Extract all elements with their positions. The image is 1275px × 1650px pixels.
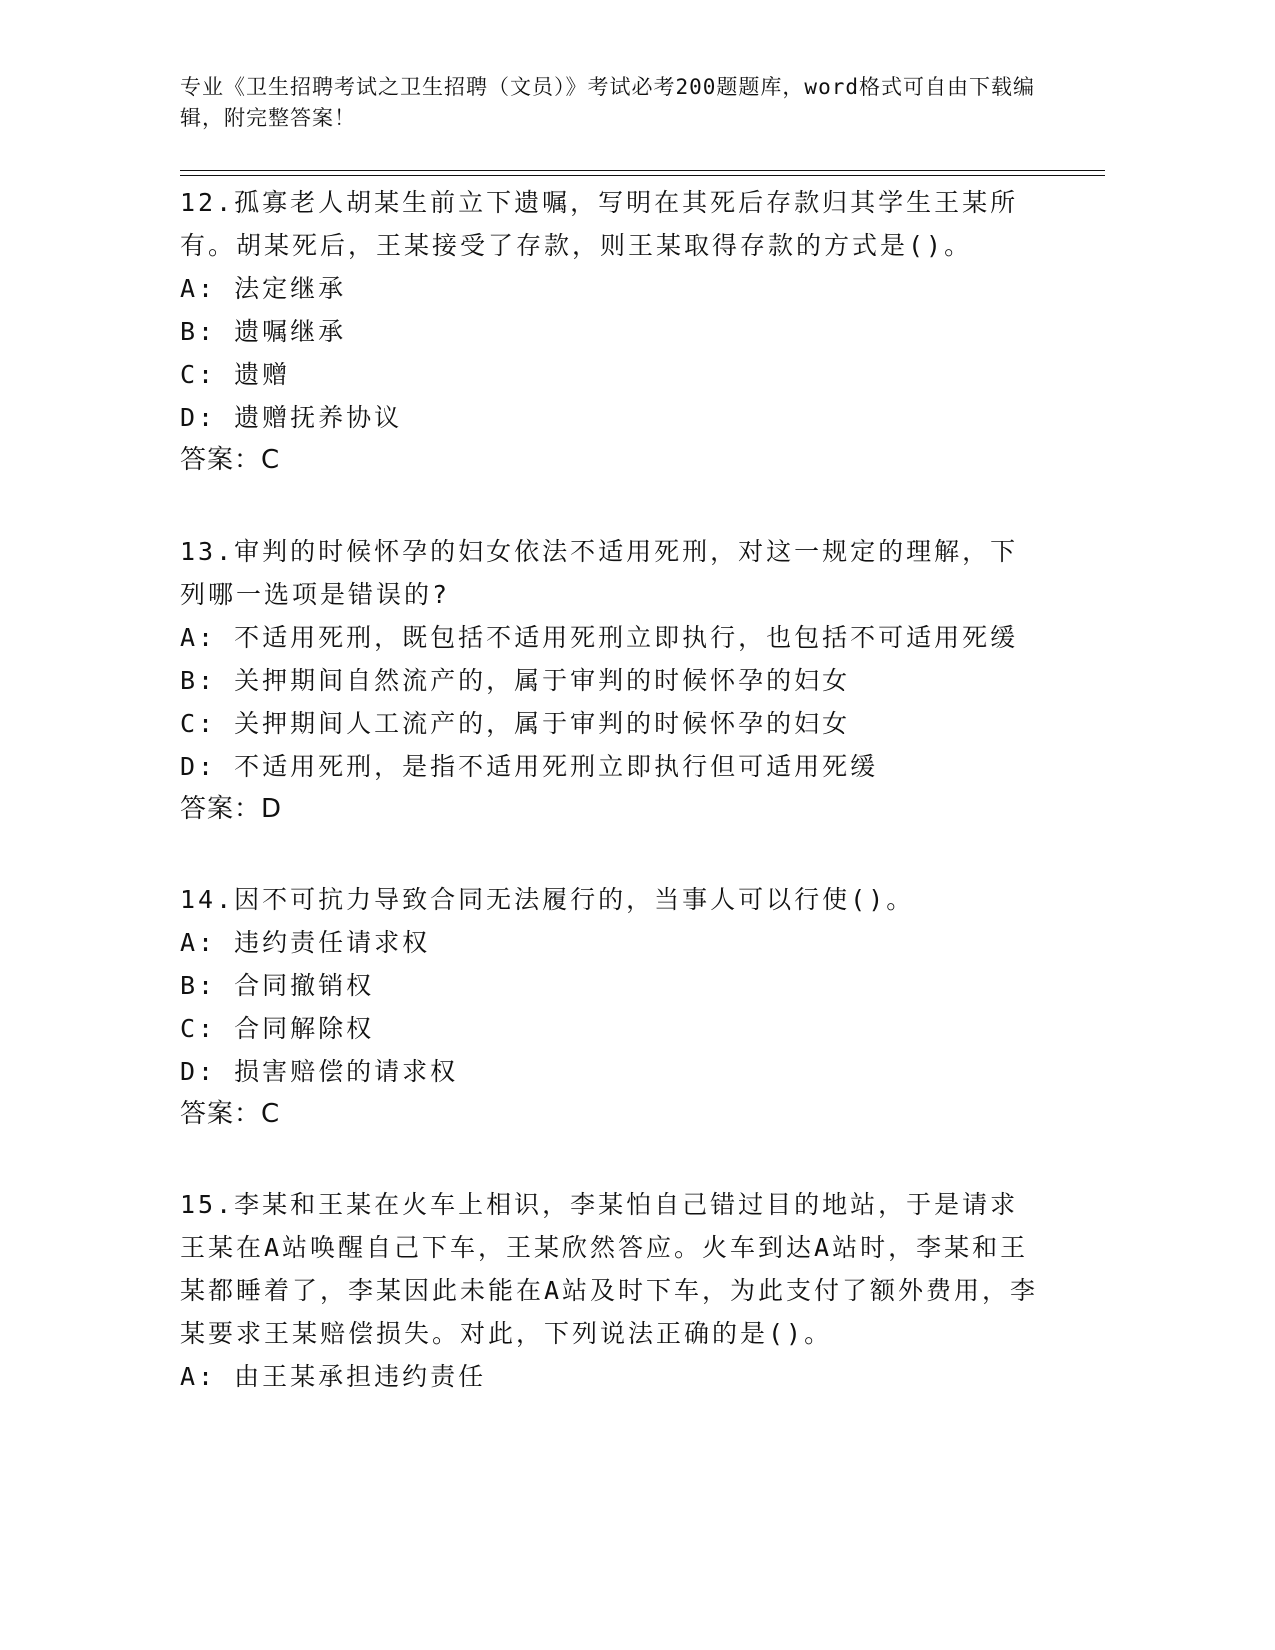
option-c: C: 合同解除权	[180, 1014, 375, 1043]
option-a: A: 法定继承	[180, 274, 347, 303]
option-d: D: 遗赠抚养协议	[180, 403, 403, 432]
option-d: D: 损害赔偿的请求权	[180, 1057, 459, 1086]
answer-line: 答案：D	[180, 794, 283, 824]
question-13	[180, 530, 1040, 831]
header-divider-top	[180, 170, 1105, 171]
header-divider-bottom	[180, 175, 1105, 176]
header-intro-text: 专业《卫生招聘考试之卫生招聘（文员）》考试必考200题题库，word格式可自由下载编辑，附完整答案！	[180, 75, 1035, 130]
question-stem: 14.因不可抗力导致合同无法履行的，当事人可以行使()。	[180, 885, 915, 914]
document-header	[180, 72, 1040, 134]
question-14	[180, 878, 1040, 1136]
option-b: B: 合同撤销权	[180, 971, 375, 1000]
answer-line: 答案：C	[180, 1099, 281, 1129]
option-a: A: 不适用死刑，既包括不适用死刑立即执行，也包括不可适用死缓	[180, 623, 1019, 652]
option-c: C: 遗赠	[180, 360, 291, 389]
option-b: B: 关押期间自然流产的，属于审判的时候怀孕的妇女	[180, 666, 851, 695]
question-stem: 12.孤寡老人胡某生前立下遗嘱，写明在其死后存款归其学生王某所有。胡某死后，王某接受了存款，则王某取得存款的方式是()。	[180, 188, 1019, 260]
question-stem: 13.审判的时候怀孕的妇女依法不适用死刑，对这一规定的理解，下列哪一选项是错误的?	[180, 537, 1019, 609]
option-a: A: 违约责任请求权	[180, 928, 431, 957]
answer-line: 答案：C	[180, 445, 281, 475]
option-b: B: 遗嘱继承	[180, 317, 347, 346]
question-12	[180, 181, 1040, 482]
option-a: A: 由王某承担违约责任	[180, 1362, 487, 1391]
option-c: C: 关押期间人工流产的，属于审判的时候怀孕的妇女	[180, 709, 851, 738]
question-stem: 15.李某和王某在火车上相识，李某怕自己错过目的地站，于是请求王某在A站唤醒自己下车，王某欣然答应。火车到达A站时，李某和王某都睡着了，李某因此未能在A站及时下车，为此支付了额外费用，李某要求王某赔偿损失。对此，下列说法正确的是()。	[180, 1190, 1039, 1348]
option-d: D: 不适用死刑，是指不适用死刑立即执行但可适用死缓	[180, 752, 879, 781]
question-15	[180, 1183, 1040, 1398]
